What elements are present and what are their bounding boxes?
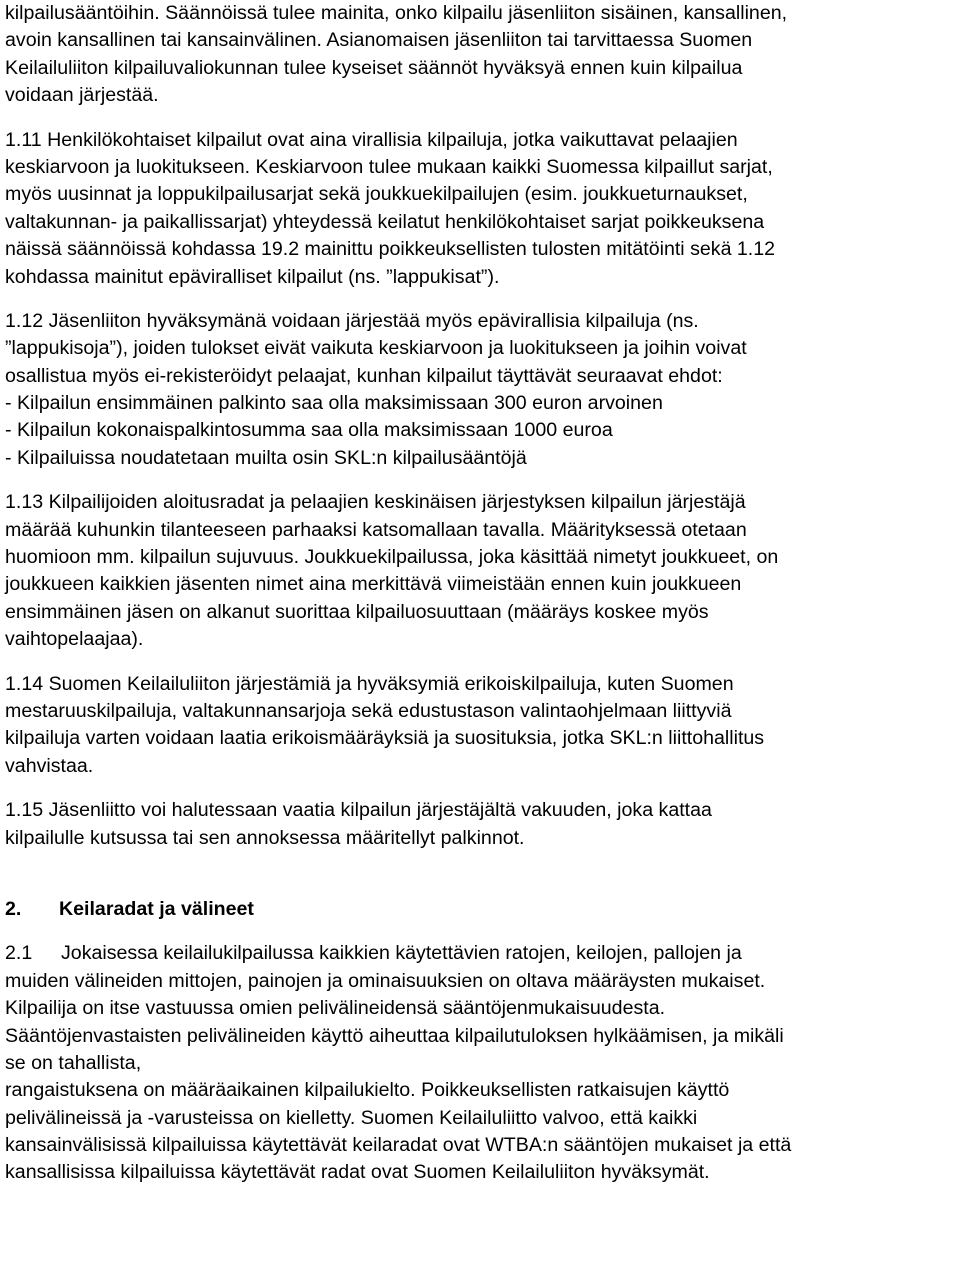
paragraph-1-14 <box>5 671 957 781</box>
paragraph-2-1 <box>5 940 957 1187</box>
text-line: 1.13 Kilpailijoiden aloitusradat ja pelaajien keskinäisen järjestyksen kilpailun järjestäjä <box>5 491 746 514</box>
paragraph-gap <box>5 110 957 127</box>
text-line: se on tahallista, <box>5 1051 142 1074</box>
text-line: 1.15 Jäsenliitto voi halutessaan vaatia kilpailun järjestäjältä vakuuden, joka kattaa <box>5 799 712 822</box>
text-line: ”lappukisoja”), joiden tulokset eivät vaikuta keskiarvoon ja luokitukseen ja joihin voivat <box>5 337 747 360</box>
text-line: näissä säännöissä kohdassa 19.2 mainittu poikkeuksellisten tulosten mitätöinti sekä 1.12 <box>5 238 776 261</box>
text-line: Keilailuliiton kilpailuvaliokunnan tulee kyseiset säännöt hyväksyä ennen kuin kilpailua <box>5 56 743 79</box>
text-line: muiden välineiden mittojen, painojen ja ominaisuuksien on oltava määräysten mukaiset. <box>5 969 766 992</box>
text-line: 1.12 Jäsenliiton hyväksymänä voidaan järjestää myös epävirallisia kilpailuja (ns. <box>5 309 699 332</box>
text-line: kohdassa mainitut epäviralliset kilpailut (ns. ”lappukisat”). <box>5 265 500 288</box>
text-line: 1.14 Suomen Keilailuliiton järjestämiä ja hyväksymiä erikoiskilpailuja, kuten Suomen <box>5 672 734 695</box>
text-line: avoin kansallinen tai kansainvälinen. Asianomaisen jäsenliiton tai tarvittaessa Suomen <box>5 29 753 52</box>
list-item: - Kilpailuissa noudatetaan muilta osin SKL:n kilpailusääntöjä <box>5 446 527 469</box>
section-gap <box>5 852 957 896</box>
paragraph-1-15 <box>5 797 957 852</box>
text-line: huomioon mm. kilpailun sujuvuus. Joukkuekilpailussa, joka käsittää nimetyt joukkueet, on <box>5 546 779 569</box>
text-line: 1.11 Henkilökohtaiset kilpailut ovat aina virallisia kilpailuja, jotka vaikuttavat pelaajien <box>5 128 738 151</box>
text-line: ensimmäinen jäsen on alkanut suorittaa kilpailuosuuttaan (määräys koskee myös <box>5 600 709 623</box>
text-line: pelivälineissä ja -varusteissa on kielletty. Suomen Keilailuliitto valvoo, että kaikki <box>5 1106 698 1129</box>
paragraph-1-13 <box>5 489 957 653</box>
text-line: vaihtopelaajaa). <box>5 628 144 651</box>
text-line <box>5 940 957 967</box>
paragraph-1-0 <box>5 0 957 110</box>
paragraph-first-line: Jokaisessa keilailukilpailussa kaikkien käytettävien ratojen, keilojen, pallojen ja <box>61 942 742 965</box>
text-line: Kilpailija on itse vastuussa omien pelivälineidensä sääntöjenmukaisuudesta. <box>5 997 666 1020</box>
text-line: mestaruuskilpailuja, valtakunnansarjoja sekä edustustason valintaohjelmaan liittyviä <box>5 699 732 722</box>
text-line: kilpailuja varten voidaan laatia erikoismääräyksiä ja suosituksia, jotka SKL:n liittohallitus <box>5 727 765 750</box>
text-line: voidaan järjestää. <box>5 84 159 107</box>
paragraph-number: 2.1 <box>5 942 33 965</box>
section-number: 2. <box>5 897 22 920</box>
text-line: kansainvälisissä kilpailuissa käytettävät keilaradat ovat WTBA:n sääntöjen mukaiset ja että <box>5 1134 792 1157</box>
text-line: vahvistaa. <box>5 754 94 777</box>
paragraph-gap <box>5 923 957 940</box>
text-line: kilpailulle kutsussa tai sen annoksessa määritellyt palkinnot. <box>5 826 525 849</box>
paragraph-gap <box>5 780 957 797</box>
text-line: rangaistuksena on määräaikainen kilpailukielto. Poikkeuksellisten ratkaisujen käyttö <box>5 1079 730 1102</box>
text-line: keskiarvoon ja luokitukseen. Keskiarvoon tulee mukaan kaikki Suomessa kilpaillut sarjat, <box>5 155 773 178</box>
text-line: kansallisissa kilpailuissa käytettävät radat ovat Suomen Keilailuliiton hyväksymät. <box>5 1161 710 1184</box>
paragraph-1-11 <box>5 127 957 291</box>
text-line: joukkueen kaikkien jäsenten nimet aina merkittävä viimeistään ennen kuin joukkueen <box>5 573 742 596</box>
paragraph-gap <box>5 291 957 308</box>
section-heading <box>5 896 957 923</box>
text-line: osallistua myös ei-rekisteröidyt pelaajat, kunhan kilpailut täyttävät seuraavat ehdot: <box>5 364 723 387</box>
list-item: - Kilpailun ensimmäinen palkinto saa olla maksimissaan 300 euron arvoinen <box>5 392 663 415</box>
section-title: Keilaradat ja välineet <box>59 897 254 920</box>
paragraph-gap <box>5 654 957 671</box>
text-line: määrää kuhunkin tilanteeseen parhaaksi katsomallaan tavalla. Määrityksessä otetaan <box>5 518 747 541</box>
list-item: - Kilpailun kokonaispalkintosumma saa olla maksimissaan 1000 euroa <box>5 419 613 442</box>
text-line: myös uusinnat ja loppukilpailusarjat sekä joukkuekilpailujen (esim. joukkueturnaukset, <box>5 183 748 206</box>
text-line: kilpailusääntöihin. Säännöissä tulee mainita, onko kilpailu jäsenliiton sisäinen, kansallinen, <box>5 2 788 24</box>
paragraph-1-12 <box>5 308 957 472</box>
document-page <box>5 0 957 1187</box>
paragraph-gap <box>5 472 957 489</box>
text-line: valtakunnan- ja paikallissarjat) yhteydessä keilatut henkilökohtaiset sarjat poikkeuksena <box>5 210 765 233</box>
text-line: Sääntöjenvastaisten pelivälineiden käyttö aiheuttaa kilpailutuloksen hylkäämisen, ja mikäli <box>5 1024 784 1047</box>
